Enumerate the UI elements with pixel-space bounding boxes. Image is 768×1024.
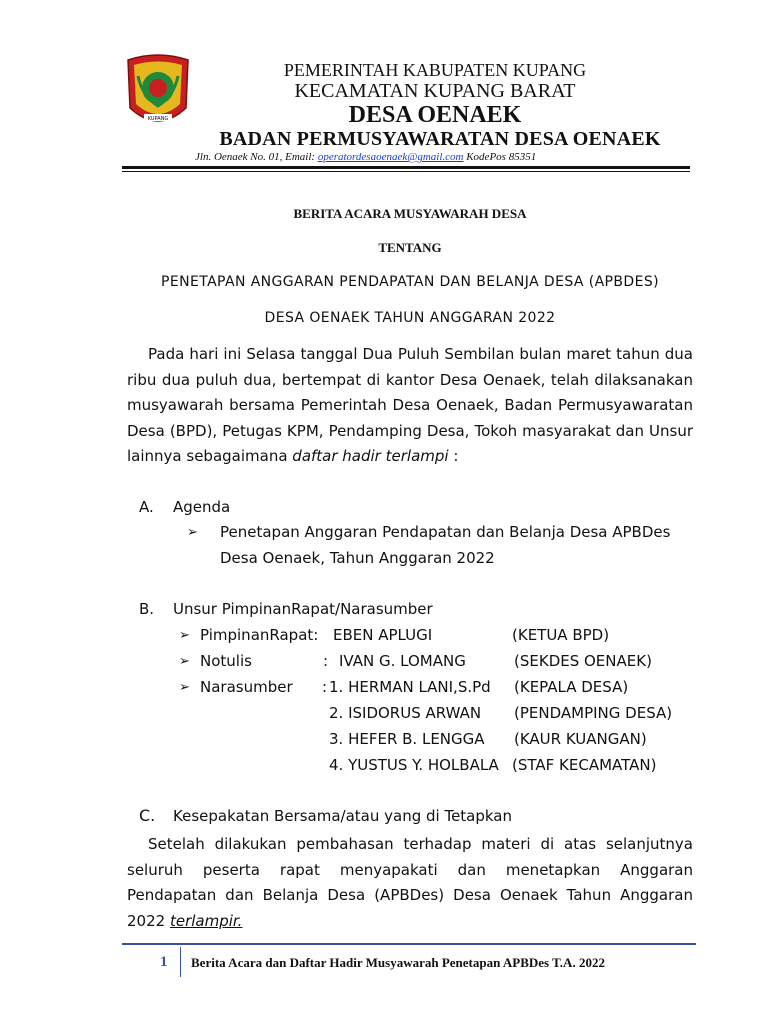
narasumber-colon: : bbox=[322, 678, 328, 696]
pimpinan-label: PimpinanRapat: bbox=[200, 626, 319, 644]
letterhead-village: DESA OENAEK bbox=[348, 102, 522, 128]
narasumber-role-1: (KEPALA DESA) bbox=[514, 678, 629, 696]
intro-italic: daftar hadir terlampi bbox=[292, 447, 449, 466]
narasumber-name-3: 3. HEFER B. LENGGA bbox=[329, 730, 485, 748]
intro-paragraph bbox=[127, 342, 693, 470]
intro-text: Pada hari ini Selasa tanggal Dua Puluh Sembilan bulan maret tahun dua ribu dua puluh dua, bertempat di kantor Desa Oenaek, telah dilaksanakan musyawarah bersama Pemerintah Desa Oenaek, Badan Permusyawaratan Desa (BPD), Petugas KPM, Pendamping Desa, Tokoh masyarakat dan Unsur lainnya sebagaimana bbox=[127, 345, 693, 466]
narasumber-role-2: (PENDAMPING DESA) bbox=[514, 704, 673, 722]
agreement-attached: terlampir. bbox=[169, 911, 243, 930]
email-link[interactable]: operatordesaoenaek@gmail.com bbox=[317, 151, 464, 163]
letterhead-council: BADAN PERMUSYAWARATAN DESA OENAEK bbox=[219, 128, 661, 150]
pimpinan-name: EBEN APLUGI bbox=[333, 626, 433, 644]
section-b-marker: B. bbox=[139, 600, 155, 618]
document-subtitle-about: TENTANG bbox=[378, 240, 442, 255]
document-subject: PENETAPAN ANGGARAN PENDAPATAN DAN BELANJA DESA (APBDES) bbox=[161, 274, 659, 290]
pimpinan-role: (KETUA BPD) bbox=[512, 626, 610, 644]
page-number: 1 bbox=[160, 954, 168, 970]
section-b-heading: Unsur PimpinanRapat/Narasumber bbox=[173, 600, 433, 618]
svg-text:KUPANG: KUPANG bbox=[147, 116, 169, 122]
agreement-paragraph bbox=[127, 832, 693, 934]
document-year: DESA OENAEK TAHUN ANGGARAN 2022 bbox=[264, 310, 556, 326]
agreement-text: Setelah dilakukan pembahasan terhadap materi di atas selanjutnya seluruh peserta rapat menyapakati dan menetapkan Anggaran Pendapatan dan Belanja Desa (APBDes) Desa Oenaek Tahun Anggaran 2022 bbox=[127, 835, 693, 930]
narasumber-name-4: 4. YUSTUS Y. HOLBALA bbox=[329, 756, 499, 774]
letterhead-address bbox=[195, 151, 675, 163]
letterhead-rule-thick bbox=[122, 166, 690, 169]
letterhead-district: KECAMATAN KUPANG BARAT bbox=[294, 80, 576, 102]
footer-rule bbox=[122, 943, 696, 945]
notulis-colon: : bbox=[323, 652, 329, 670]
letterhead-rule-thin bbox=[122, 171, 690, 172]
section-c-heading: Kesepakatan Bersama/atau yang di Tetapkan bbox=[173, 807, 513, 825]
notulis-label: Notulis bbox=[200, 652, 252, 670]
notulis-name: IVAN G. LOMANG bbox=[339, 652, 466, 670]
document-title: BERITA ACARA MUSYAWARAH DESA bbox=[293, 206, 527, 221]
arrow-bullet-icon: ➢ bbox=[179, 654, 190, 669]
agenda-item-line1: Penetapan Anggaran Pendapatan dan Belanja Desa APBDes bbox=[220, 523, 671, 541]
section-c-marker: C. bbox=[139, 806, 156, 825]
arrow-bullet-icon: ➢ bbox=[187, 525, 198, 540]
narasumber-label: Narasumber bbox=[200, 678, 293, 696]
narasumber-name-1: 1. HERMAN LANI,S.Pd bbox=[329, 678, 491, 696]
section-a-heading: Agenda bbox=[173, 498, 231, 516]
arrow-bullet-icon: ➢ bbox=[179, 628, 190, 643]
narasumber-role-3: (KAUR KUANGAN) bbox=[514, 730, 647, 748]
arrow-bullet-icon: ➢ bbox=[179, 680, 190, 695]
footer-divider bbox=[180, 947, 181, 977]
letterhead-government: PEMERINTAH KABUPATEN KUPANG bbox=[283, 60, 587, 80]
section-a-marker: A. bbox=[139, 498, 154, 516]
agenda-item-line2: Desa Oenaek, Tahun Anggaran 2022 bbox=[220, 549, 495, 567]
footer-title: Berita Acara dan Daftar Hadir Musyawarah Penetapan APBDes T.A. 2022 bbox=[191, 955, 605, 970]
intro-end: : bbox=[448, 447, 459, 466]
address-suffix: KodePos 85351 bbox=[463, 151, 537, 163]
narasumber-role-4: (STAF KECAMATAN) bbox=[512, 756, 657, 774]
narasumber-name-2: 2. ISIDORUS ARWAN bbox=[329, 704, 482, 722]
address-prefix: Jln. Oenaek No. 01, Email: bbox=[195, 151, 318, 163]
notulis-role: (SEKDES OENAEK) bbox=[514, 652, 652, 670]
